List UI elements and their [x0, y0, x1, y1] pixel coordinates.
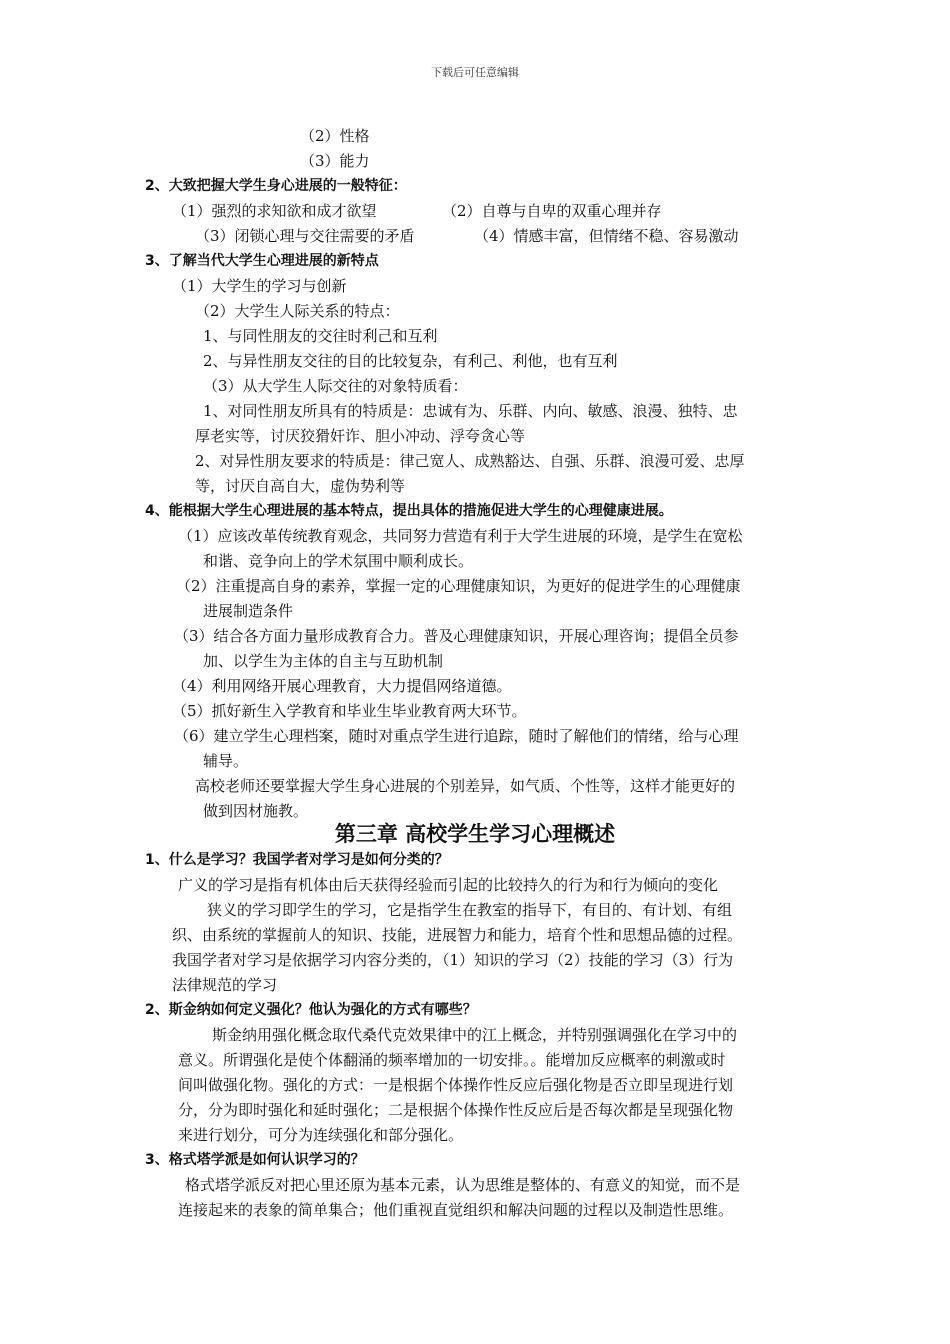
- text-line: 狭义的学习即学生的学习，它是指学生在教室的指导下，有目的、有计划、有组: [207, 901, 733, 919]
- text-line: （3）结合各方面力量形成教育合力。普及心理健康知识，开展心理咨询；提倡全员参: [174, 627, 739, 645]
- text-line: 斯金纳用强化概念取代桑代克效果律中的江上概念，并特别强调强化在学习中的: [212, 1026, 738, 1044]
- text-line: （2）性格: [300, 127, 370, 145]
- text-line: 广义的学习是指有机体由后天获得经验而引起的比较持久的行为和行为倾向的变化: [178, 876, 719, 894]
- text-line: （1）应该改革传统教育观念，共同努力营造有利于大学生进展的环境，是学生在宽松: [178, 527, 743, 545]
- text-line: 加、以学生为主体的自主与互助机制: [203, 652, 444, 670]
- text-line: 2、对异性朋友要求的特质是：律己宽人、成熟豁达、自强、乐群、浪漫可爱、忠厚: [195, 452, 745, 470]
- text-line: （3）闭锁心理与交往需要的矛盾: [195, 227, 415, 245]
- text-line: 辅导。: [203, 752, 249, 770]
- text-line: （3）能力: [300, 152, 370, 170]
- heading-line: 4、能根据大学生心理进展的基本特点，提出具体的措施促进大学生的心理健康进展。: [145, 503, 673, 519]
- chapter-title: 第三章 高校学生学习心理概述: [334, 822, 616, 846]
- text-line: （1）强烈的求知欲和成才欲望: [172, 202, 377, 220]
- text-line: 格式塔学派反对把心里还原为基本元素，认为思维是整体的、有意义的知觉，而不是: [185, 1176, 741, 1194]
- text-line: 高校老师还要掌握大学生身心进展的个别差异，如气质、个性等，这样才能更好的: [195, 777, 736, 795]
- text-line: （1）大学生的学习与创新: [172, 277, 347, 295]
- text-line: 厚老实等，讨厌狡猾奸诈、胆小冲动、浮夸贪心等: [195, 427, 526, 445]
- text-line: 意义。所谓强化是使个体翻涌的频率增加的一切安排。。能增加反应概率的刺激或时: [178, 1051, 726, 1069]
- page-header: 下载后可任意编辑: [431, 66, 519, 79]
- text-line: 法律规范的学习: [172, 976, 278, 994]
- text-line: 间叫做强化物。强化的方式：一是根据个体操作性反应后强化物是否立即呈现进行划: [178, 1076, 734, 1094]
- text-line: （5）抓好新生入学教育和毕业生毕业教育两大环节。: [172, 702, 527, 720]
- heading-line: 2、斯金纳如何定义强化？他认为强化的方式有哪些？: [145, 1002, 477, 1018]
- text-line: 1、与同性朋友的交往时利己和互利: [203, 327, 438, 345]
- text-line: （2）大学生人际关系的特点：: [195, 302, 400, 320]
- text-line: 和谐、竞争向上的学术氛围中顺利成长。: [203, 552, 474, 570]
- text-line: （4）利用网络开展心理教育，大力提倡网络道德。: [172, 677, 512, 695]
- text-line: （6）建立学生心理档案，随时对重点学生进行追踪，随时了解他们的情绪，给与心理: [174, 727, 739, 745]
- text-line: 我国学者对学习是依据学习内容分类的，（1）知识的学习（2）技能的学习（3）行为: [172, 951, 734, 969]
- text-line: （4）情感丰富，但情绪不稳、容易激动: [474, 227, 739, 245]
- text-line: 做到因材施教。: [203, 802, 309, 820]
- text-line: （3）从大学生人际交往的对象特质看：: [203, 377, 468, 395]
- heading-line: 3、格式塔学派是如何认识学习的？: [145, 1152, 365, 1168]
- text-line: （2）自尊与自卑的双重心理并存: [442, 202, 662, 220]
- text-line: 2、与异性朋友交往的目的比较复杂，有利己、利他，也有互利: [203, 352, 618, 370]
- text-line: 1、对同性朋友所具有的特质是：忠诚有为、乐群、内向、敏感、浪漫、独特、忠: [203, 402, 738, 420]
- heading-line: 2、大致把握大学生身心进展的一般特征：: [145, 178, 407, 194]
- text-line: 分，分为即时强化和延时强化；二是根据个体操作性反应后是否每次都是呈现强化物: [178, 1101, 734, 1119]
- text-line: 来进行划分，可分为连续强化和部分强化。: [178, 1126, 464, 1144]
- text-line: （2）注重提高自身的素养，掌握一定的心理健康知识，为更好的促进学生的心理健康: [176, 577, 741, 595]
- text-line: 连接起来的表象的简单集合；他们重视直觉组织和解决问题的过程以及制造性思维。: [178, 1201, 734, 1219]
- text-line: 等，讨厌自高自大，虚伪势利等: [195, 477, 406, 495]
- heading-line: 3、了解当代大学生心理进展的新特点: [145, 253, 379, 269]
- text-line: 织、由系统的掌握前人的知识、技能，进展智力和能力，培育个性和思想品德的过程。: [172, 926, 743, 944]
- heading-line: 1、什么是学习？我国学者对学习是如何分类的？: [145, 852, 449, 868]
- text-line: 进展制造条件: [203, 602, 294, 620]
